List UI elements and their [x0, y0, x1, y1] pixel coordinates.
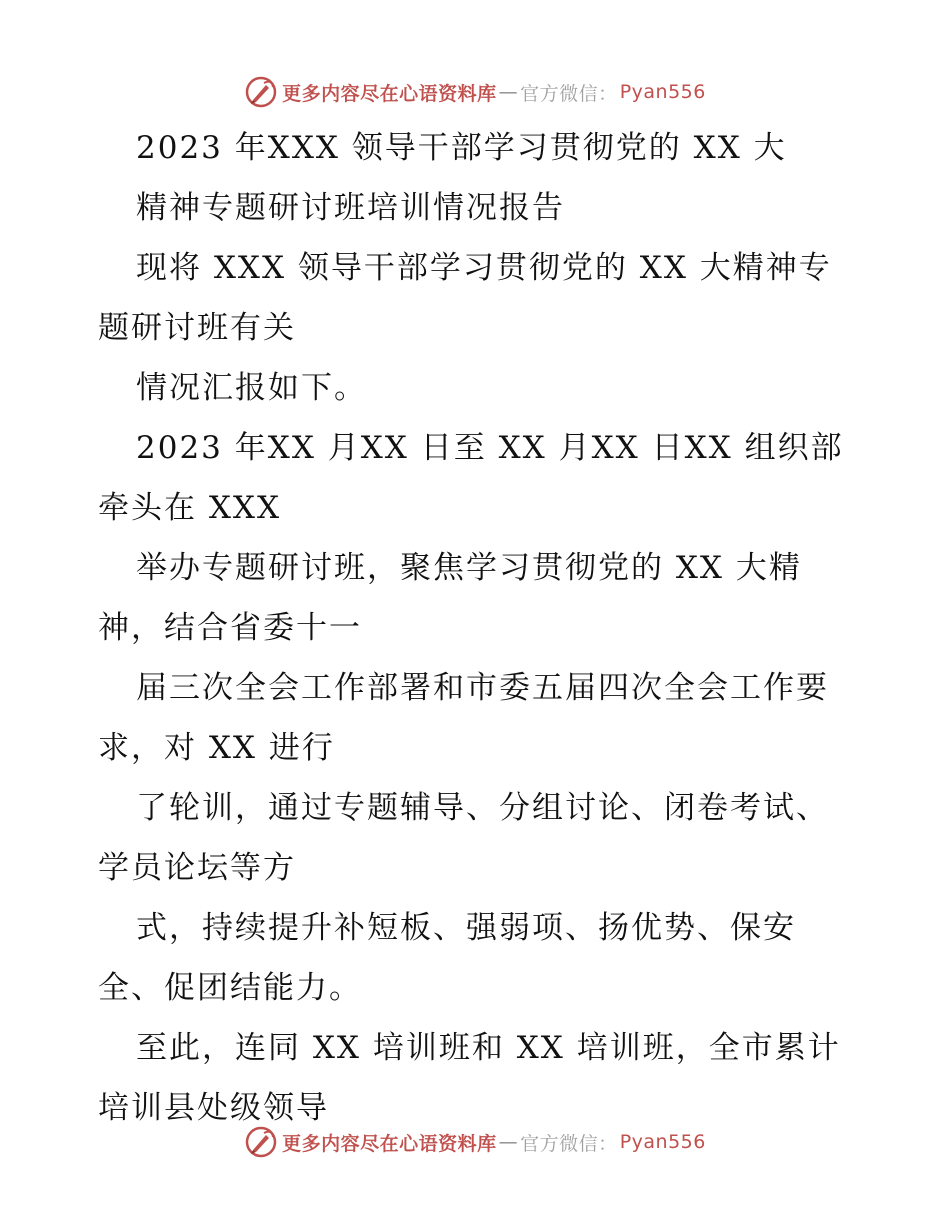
watermark-separator: —	[498, 81, 519, 103]
quill-pen-logo-icon	[244, 75, 278, 109]
watermark-official-label: 官方微信：	[520, 1132, 618, 1155]
paragraph-line: 至此，连同 XX 培训班和 XX 培训班，全市累计	[136, 1030, 841, 1066]
watermark-main-text: 更多内容尽在心语资料库	[282, 1132, 497, 1155]
watermark-account-id: Pyan556	[619, 81, 706, 103]
paragraph-line: 届三次全会工作部署和市委五届四次全会工作要	[136, 670, 829, 706]
paragraph-line: 式，持续提升补短板、强弱项、扬优势、保安	[136, 910, 796, 946]
paragraph-line: 学员论坛等方	[98, 850, 296, 886]
quill-pen-logo-icon	[244, 1125, 278, 1159]
watermark-account-id: Pyan556	[619, 1131, 706, 1153]
footer-watermark	[0, 1122, 950, 1162]
watermark-official-label: 官方微信：	[520, 82, 618, 105]
watermark-text	[282, 79, 706, 106]
watermark-main-text: 更多内容尽在心语资料库	[282, 82, 497, 105]
header-watermark	[0, 72, 950, 112]
paragraph-line: 全、促团结能力。	[98, 970, 362, 1006]
paragraph-line: 举办专题研讨班，聚焦学习贯彻党的 XX 大精	[136, 550, 802, 586]
watermark-text	[282, 1129, 706, 1156]
title-line-1: 2023 年XXX 领导干部学习贯彻党的 XX 大	[136, 130, 787, 166]
paragraph-line: 求，对 XX 进行	[98, 730, 335, 766]
document-body	[98, 123, 858, 1143]
paragraph-line: 培训县处级领导	[98, 1090, 329, 1126]
paragraph-line: 情况汇报如下。	[136, 370, 367, 406]
paragraph-line: 2023 年XX 月XX 日至 XX 月XX 日XX 组织部	[136, 430, 844, 466]
watermark-separator: —	[498, 1131, 519, 1153]
paragraph-line: 神，结合省委十一	[98, 610, 362, 646]
paragraph-line: 现将 XXX 领导干部学习贯彻党的 XX 大精神专	[136, 250, 832, 286]
title-line-2: 精神专题研讨班培训情况报告	[136, 190, 565, 226]
paragraph-line: 牵头在 XXX	[98, 490, 282, 526]
paragraph-line: 题研讨班有关	[98, 310, 296, 346]
paragraph-line: 了轮训，通过专题辅导、分组讨论、闭卷考试、	[136, 790, 829, 826]
